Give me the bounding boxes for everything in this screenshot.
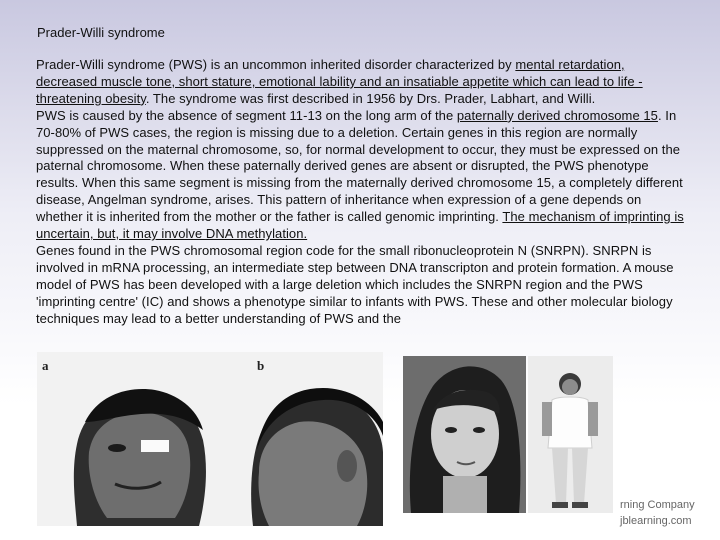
paragraph-text: Genes found in the PWS chromosomal region code for the small ribonucleoprotein N (SNRPN). SNRPN is involved in mRNA processing, an intermediate step between DNA transcripton and protein formation. A mouse model of PWS has been developed with a large deletion which includes the SNRPN region and the PWS 'imprinting centre' (IC) and shows a phenotype similar to infants with PWS. These and other molecular biology techniques may lead to a better understanding of PWS and the <box>36 242 674 326</box>
paragraph-text: . The syndrome was first described in 1956 by Drs. Prader, Labhart, and Willi. <box>145 90 596 106</box>
photo-full-body <box>528 356 613 513</box>
full-body-photo-drawing <box>528 356 613 513</box>
slide-title: Prader-Willi syndrome <box>37 25 165 40</box>
body-paragraph <box>36 108 688 243</box>
body-text <box>36 57 688 328</box>
underlined-text: mental retardation, decreased muscle tone, short stature, emotional lability and an insatiable appetite which can lead to life -threatening obesity <box>36 57 643 106</box>
face-photo-drawing <box>403 356 526 513</box>
photo-profile-ab <box>37 352 383 526</box>
paragraph-text: . In 70-80% of PWS cases, the region is missing due to a deletion. Certain genes in this region are normally suppressed on the maternal chromosome, so, for normal development to occur, they must be expressed on the paternal chromosome. When these paternally derived genes are absent or disrupted, the PWS phenotype results. When this same segment is missing from the maternally derived chromosome 15, a completely different disease, Angelman syndrome, arises. This pattern of inheritance when expression of a gene depends on whether it is inherited from the mother or the father is called genomic imprinting. <box>36 107 683 225</box>
photo-label-a: a <box>42 358 49 373</box>
photo-face <box>403 356 526 513</box>
paragraph-text: Prader-Willi syndrome (PWS) is an uncommon inherited disorder characterized by <box>36 57 516 72</box>
publisher-brand-line1: rning Company <box>620 499 695 511</box>
body-paragraph <box>36 243 688 328</box>
underlined-text: paternally derived chromosome 15 <box>456 107 658 123</box>
photo-label-b: b <box>257 358 265 373</box>
profile-photos-drawing <box>37 352 383 526</box>
body-paragraph <box>36 57 688 108</box>
paragraph-text: PWS is caused by the absence of segment 11-13 on the long arm of the <box>36 107 457 123</box>
publisher-brand-line2: jblearning.com <box>620 515 692 527</box>
underlined-text: The mechanism of imprinting is uncertain, but, it may involve DNA methylation. <box>36 209 684 242</box>
publisher-brand <box>620 497 695 529</box>
